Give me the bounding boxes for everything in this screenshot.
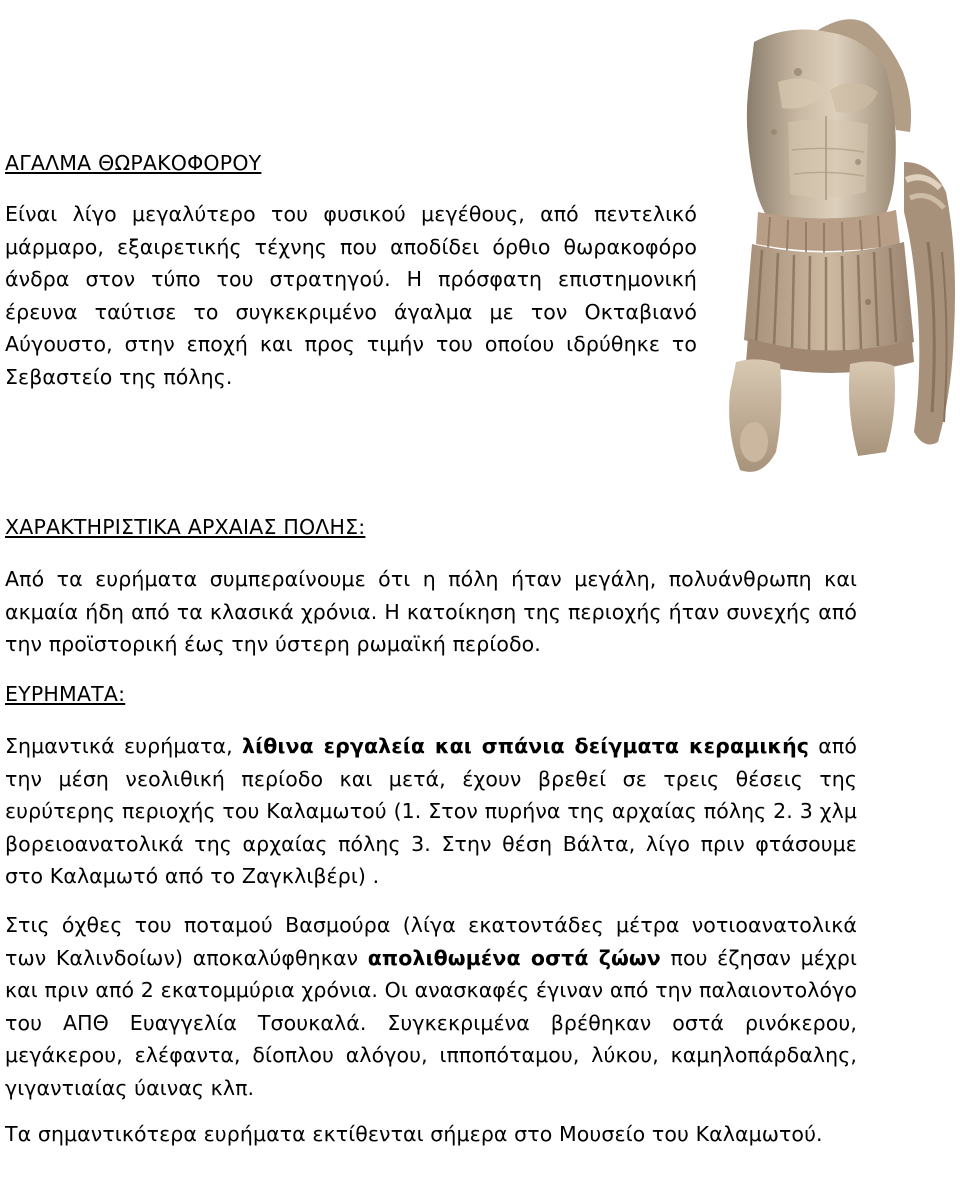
text-span: Σημαντικά ευρήματα, xyxy=(5,734,243,758)
paragraph-museum: Τα σημαντικότερα ευρήματα εκτίθενται σήμερα στο Μουσείο του Καλαμωτού. xyxy=(5,1122,823,1146)
bold-text-tools-ceramics: λίθινα εργαλεία και σπάνια δείγματα κεραμικής xyxy=(242,734,810,758)
heading-findings: ΕΥΡΗΜΑΤΑ: xyxy=(5,682,126,706)
statue-photo xyxy=(718,12,960,484)
heading-statue: ΑΓΑΛΜΑ ΘΩΡΑΚΟΦΟΡΟΥ xyxy=(5,151,262,175)
paragraph-findings-fossils xyxy=(5,909,857,1104)
heading-city-characteristics: ΧΑΡΑΚΤΗΡΙΣΤΙΚΑ ΑΡΧΑΙΑΣ ΠΟΛΗΣ: xyxy=(5,515,366,539)
paragraph-findings-tools xyxy=(5,730,857,893)
bold-text-fossil-bones: απολιθωμένα οστά ζώων xyxy=(367,945,661,970)
text-span: που έζησαν μέχρι και πριν από 2 εκατομμύρια χρόνια. Οι ανασκαφές έγιναν από την παλαιοντολόγο του ΑΠΘ Ευαγγελία Τσουκαλά. Συγκεκριμένα βρέθηκαν οστά ρινόκερου, μεγάκερου, ελέφαντα, δίοπλου αλόγου, ιπποπόταμου, λύκου, καμηλοπάρδαλης, γιγαντιαίας ύαινας κλπ. xyxy=(5,945,858,1100)
paragraph-city-characteristics: Από τα ευρήματα συμπεραίνουμε ότι η πόλη ήταν μεγάλη, πολυάνθρωπη και ακμαία ήδη από τα κλασικά χρόνια. Η κατοίκηση της περιοχής ήταν συνεχής από την προϊστορική έως την ύστερη ρωμαϊκή περίοδο. xyxy=(5,567,857,656)
paragraph-statue-description: Είναι λίγο μεγαλύτερο του φυσικού μεγέθους, από πεντελικό μάρμαρο, εξαιρετικής τέχνης που αποδίδει όρθιο θωρακοφόρο άνδρα στον τύπο του στρατηγού. Η πρόσφατη επιστημονική έρευνα ταύτισε το συγκεκριμένο άγαλμα με τον Οκταβιανό Αύγουστο, στην εποχή και προς τιμήν του οποίου ιδρύθηκε το Σεβαστείο της πόλης. xyxy=(5,202,697,389)
statue-image xyxy=(718,12,960,484)
text-span: Στις όχθες του ποταμού Βασμούρα (λίγα εκατοντάδες μέτρα νοτιοανατολικά των Καλινδοίων) αποκαλύφθηκαν xyxy=(5,913,857,970)
text-span: από την μέση νεολιθική περίοδο και μετά, έχουν βρεθεί σε τρεις θέσεις της ευρύτερης περιοχής του Καλαμωτού (1. Στον πυρήνα της αρχαίας πόλης 2. 3 χλμ βορειοανατολικά της αρχαίας πόλης 3. Στην θέση Βάλτα, λίγο πριν φτάσουμε στο Καλαμωτό από το Ζαγκλιβέρι) . xyxy=(5,734,857,888)
